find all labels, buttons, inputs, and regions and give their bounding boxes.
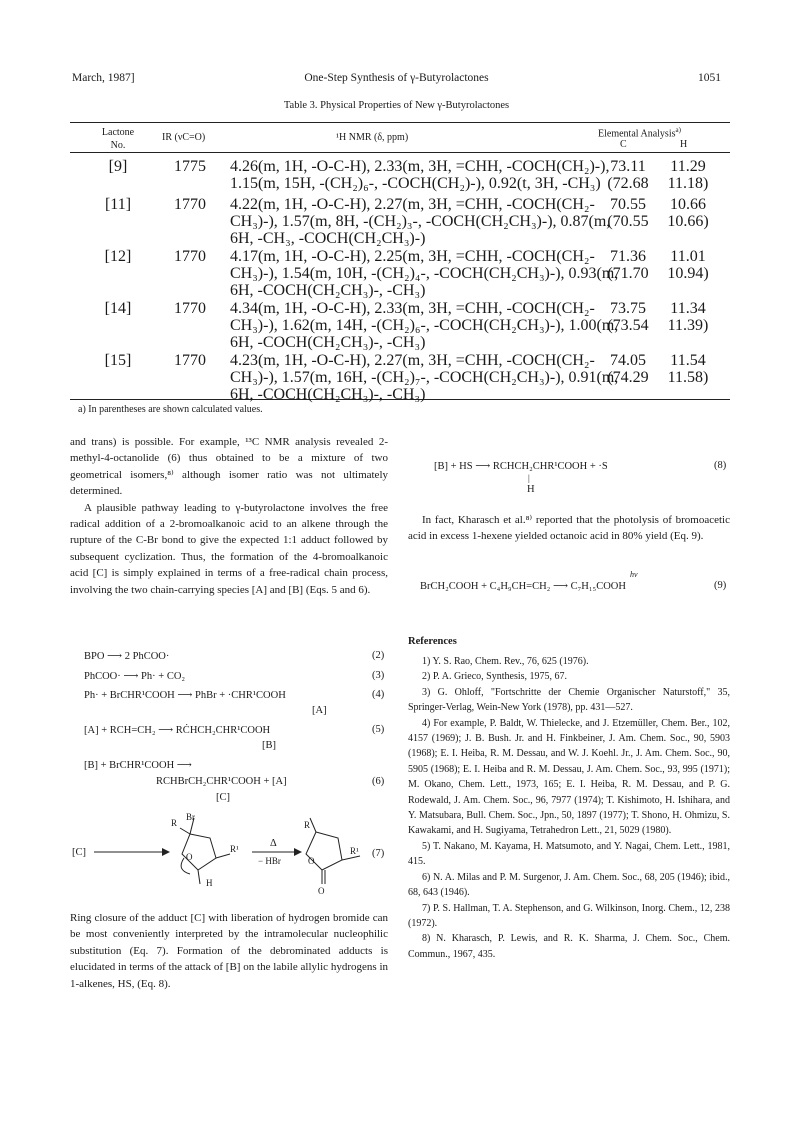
- found-h: 10.66: [670, 196, 706, 213]
- running-header-title: One-Step Synthesis of γ-Butyrolactones: [304, 72, 489, 84]
- reference-item: 6) N. A. Milas and P. M. Surgenor, J. Am. Chem. Soc., 68, 205 (1946); ibid., 68, 643 (1946).: [408, 871, 730, 899]
- page-number: 1051: [698, 72, 721, 84]
- nmr-line: 6H, -COCH(CH₂CH₃)-, -CH₃): [230, 386, 426, 403]
- table-header-c: C: [620, 139, 627, 150]
- equation-9-number: (9): [714, 580, 727, 591]
- nmr-line: 1.15(m, 15H, -(CH₂)₆-, -COCH(CH₂)-), 0.92(t, 3H, -CH₃): [230, 175, 601, 192]
- equation-5: [A] + RCH=CH₂ ⟶ RĊHCH₂CHR¹COOH: [84, 725, 271, 736]
- table-row: [70, 248, 730, 304]
- table-header-elemental-analysis: [598, 126, 681, 139]
- header-lactone-line1: Lactone: [101, 127, 135, 138]
- header-lactone-line2: No.: [110, 140, 126, 151]
- ir-value: 1770: [174, 352, 206, 369]
- reference-item: 1) Y. S. Rao, Chem. Rev., 76, 625 (1976).: [422, 656, 589, 667]
- found-c: 70.55: [610, 196, 646, 213]
- equation-6-number: (6): [372, 776, 385, 787]
- calc-h: 11.39): [667, 317, 709, 334]
- nmr-data: [230, 300, 619, 351]
- nmr-data: [230, 196, 611, 247]
- hbr-loss-label: − HBr: [258, 856, 281, 866]
- lactone-number: [11]: [104, 196, 132, 213]
- equation-8: [B] + HS ⟶ RCHCH₂CHR¹COOH + ·S: [434, 461, 608, 472]
- equation-2-number: (2): [372, 650, 385, 661]
- reference-item: 2) P. A. Grieco, Synthesis, 1975, 67.: [422, 671, 567, 683]
- ir-value: 1770: [174, 300, 206, 317]
- equation-4-number: (4): [372, 689, 385, 700]
- table-header-nmr: ¹H NMR (δ, ppm): [336, 132, 409, 143]
- nmr-line: CH₃)-), 1.57(m, 16H, -(CH₂)₇-, -COCH(CH₂CH₃)-), 0.91(m,: [230, 369, 619, 386]
- table-header-lactone: [86, 126, 150, 152]
- paragraph: Ring closure of the adduct [C] with liberation of hydrogen bromide can be most conveniently interpreted by the intramolecular nucleophilic substitution (Eq. 7). Formation of the debrominated adducts is elucidated in terms of the attack of [B] on the labile allylic hydrogens in 1-alkenes, HS, (Eq. 8).: [70, 912, 388, 990]
- bromo-acid-structure: [180, 818, 230, 884]
- product-r1-label: R¹: [350, 846, 359, 856]
- found-c: 71.36: [610, 248, 646, 265]
- nmr-line: 6H, -COCH(CH₂CH₃)-, -CH₃): [230, 282, 426, 299]
- equation-3-number: (3): [372, 670, 385, 681]
- equation-7-start: [C]: [72, 847, 86, 858]
- found-h: 11.29: [670, 158, 706, 175]
- bond-line: [310, 818, 316, 832]
- product-r-label: R: [304, 820, 311, 830]
- right-column-text: [408, 512, 730, 545]
- calc-c: (74.29: [607, 369, 649, 386]
- nmr-data: [230, 158, 610, 192]
- references-heading: References: [408, 636, 457, 647]
- equation-5-number: (5): [372, 724, 385, 735]
- found-h: 11.54: [670, 352, 706, 369]
- product-oxygen-label: O: [308, 856, 315, 866]
- carbonyl-oxygen-label: O: [318, 886, 325, 896]
- equation-6-line1: [B] + BrCHR¹COOH ⟶: [84, 760, 192, 771]
- heat-symbol: Δ: [270, 838, 277, 849]
- header-ea-label: Elemental Analysis: [598, 128, 676, 140]
- nmr-line: 6H, -CH₃, -COCH(CH₂CH₃)-): [230, 230, 426, 247]
- ring-oxygen-label: O: [186, 852, 193, 862]
- table-header-h: H: [680, 139, 688, 150]
- ir-value: 1770: [174, 196, 206, 213]
- equation-8-hydrogen: H: [527, 484, 535, 495]
- calc-h: 10.94): [667, 265, 709, 282]
- analysis-c: [598, 158, 658, 192]
- cyclization-arrow-head: [294, 848, 302, 856]
- analysis-h: [658, 248, 718, 282]
- analysis-h: [658, 300, 718, 334]
- nmr-line: CH₃)-), 1.54(m, 10H, -(CH₂)₄-, -COCH(CH₂CH₃)-), 0.93(m,: [230, 265, 619, 282]
- equation-3: PhCOO· ⟶ Ph· + CO₂: [84, 671, 186, 682]
- reaction-arrow-head: [162, 848, 170, 856]
- ir-value: 1775: [174, 158, 206, 175]
- equation-2: BPO ⟶ 2 PhCOO·: [84, 651, 170, 662]
- hydroxyl-h-label: H: [206, 878, 213, 888]
- equation-8-bond: |: [528, 473, 530, 483]
- found-c: 73.11: [610, 158, 646, 175]
- lactone-number: [9]: [108, 158, 128, 175]
- found-h: 11.34: [670, 300, 706, 317]
- calc-c: (70.55: [607, 213, 649, 230]
- nmr-line: 4.34(m, 1H, -O-C-H), 2.33(m, 3H, =CHH, -COCH(CH₂-: [230, 300, 595, 317]
- nmr-line: 4.22(m, 1H, -O-C-H), 2.27(m, 3H, =CHH, -COCH(CH₂-: [230, 196, 595, 213]
- bond-line: [198, 870, 200, 884]
- bromine-label: Br: [186, 812, 195, 822]
- r1-substituent-label: R¹: [230, 844, 239, 854]
- reference-item: 7) P. S. Hallman, T. A. Stephenson, and G. Wilkinson, Inorg. Chem., 12, 238 (1972).: [408, 902, 730, 929]
- equation-8-number: (8): [714, 460, 727, 471]
- found-c: 74.05: [610, 352, 646, 369]
- analysis-h: [658, 196, 718, 230]
- paragraph: and trans) is possible. For example, ¹³C NMR analysis revealed 2-methyl-4-octanolide (6) thus obtained to be a mixture of two geometrical isomers,⁸⁾ although isomer ratio was not ultimately determined.: [70, 436, 388, 498]
- calc-c: (71.70: [607, 265, 649, 282]
- analysis-c: [598, 300, 658, 334]
- running-header-date: March, 1987]: [72, 72, 135, 84]
- left-column-text-lower: [70, 910, 388, 992]
- nmr-line: CH₃)-), 1.57(m, 8H, -(CH₂)₃-, -COCH(CH₂CH₃)-), 0.87(m,: [230, 213, 611, 230]
- equation-6-line2: RCHBrCH₂CHR¹COOH + [A]: [156, 776, 287, 787]
- table-row: [70, 300, 730, 356]
- equation-9: BrCH₂COOH + C₄H₉CH=CH₂ ⟶ C₇H₁₅COOH: [420, 581, 626, 592]
- analysis-c: [598, 352, 658, 386]
- equation-4: Ph· + BrCHR¹COOH ⟶ PhBr + ·CHR¹COOH: [84, 690, 286, 701]
- table-caption: Table 3. Physical Properties of New γ-Butyrolactones: [283, 100, 510, 111]
- lactone-number: [14]: [104, 300, 132, 317]
- lactone-number: [15]: [104, 352, 132, 369]
- reference-item: 5) T. Nakano, M. Kayama, H. Matsumoto, and Y. Nagai, Chem. Lett., 1981, 415.: [408, 840, 730, 868]
- lactone-number: [12]: [104, 248, 132, 265]
- table-row: [70, 196, 730, 252]
- calc-h: 11.58): [667, 369, 709, 386]
- photolysis-label: hν: [630, 570, 638, 579]
- species-c-label: [C]: [216, 792, 230, 803]
- bond-line: [180, 828, 190, 834]
- calc-c: (72.68: [607, 175, 649, 192]
- nmr-line: 4.17(m, 1H, -O-C-H), 2.25(m, 3H, =CHH, -COCH(CH₂-: [230, 248, 595, 265]
- calc-h: 10.66): [667, 213, 709, 230]
- ir-value: 1770: [174, 248, 206, 265]
- table-footnote: a) In parentheses are shown calculated values.: [78, 404, 263, 415]
- paragraph: In fact, Kharasch et al.⁸⁾ reported that the photolysis of bromoacetic acid in excess 1-hexene yielded octanoic acid in 80% yield (Eq. 9).: [408, 514, 730, 543]
- equation-7-number: (7): [372, 848, 385, 859]
- calc-c: (73.54: [607, 317, 649, 334]
- nmr-data: [230, 352, 619, 403]
- paragraph: A plausible pathway leading to γ-butyrolactone involves the free radical addition of a 2-bromoalkanoic acid to an alkene through the rupture of the C-Br bond to give the expected 1:1 adduct followed by subsequent cyclization. Thus, the formation of the 4-bromoalkanoic acid [C] is simply explained in terms of a free-radical chain process, involving the two chain-carrying species [A] and [B] (Eqs. 5 and 6).: [70, 501, 388, 596]
- nmr-line: 4.26(m, 1H, -O-C-H), 2.33(m, 3H, =CHH, -COCH(CH₂)-),: [230, 158, 610, 175]
- analysis-h: [658, 158, 718, 192]
- r-substituent-label: R: [171, 818, 178, 828]
- found-c: 73.75: [610, 300, 646, 317]
- nmr-data: [230, 248, 619, 299]
- left-column-text: [70, 434, 388, 598]
- reference-item: 8) N. Kharasch, P. Lewis, and R. K. Sharma, J. Chem. Soc., Chem. Commun., 1967, 435.: [408, 933, 730, 960]
- analysis-c: [598, 248, 658, 282]
- reference-item: 3) G. Ohloff, "Fortschritte der Chemie Organischer Naturstoff," 35, Springer-Verlag, Wein-New York (1978), pp. 431—527.: [408, 686, 730, 714]
- table-row: [70, 352, 730, 408]
- table-top-rule: [70, 122, 730, 123]
- references-list: [408, 654, 730, 962]
- species-a-label: [A]: [312, 705, 327, 716]
- header-ea-sup: a): [675, 126, 681, 134]
- found-h: 11.01: [670, 248, 706, 265]
- table-header-ir: IR (νC=O): [162, 132, 206, 143]
- bond-line: [342, 856, 360, 860]
- calc-h: 11.18): [667, 175, 709, 192]
- reference-item: 4) For example, P. Baldt, W. Thielecke, and J. Etzemüller, Chem. Ber., 102, 4157 (1969); J. B. Bush. Jr. and H. Finkbeiner, J. Am. Chem. Soc., 90, 5903 (1968); E. I. Heiba, R. M. Dessau, and W. J. Koehl. Jr., J. Am. Chem. Soc., 90, 5905 (1968); E. I. Heiba and R. M. Dessau, J. Am. Chem. Soc., 93, 995 (1971); M. Okano, Chem. Lett., 1973, 165; E. I. Heiba, R. M. Dessau, and P. G. Rodewald, J. Am. Chem. Soc., 96, 7977 (1974); T. Kishimoto, H. Ishihara, and Y. Matsubara, Bull. Chem. Soc., Jpn., 50, 1897 (1977); T. Shono, H. Ohmizu, S. Kawakami, and H. Sugiyama, Tetrahedron Lett., 21, 5029 (1980).: [408, 717, 730, 837]
- analysis-c: [598, 196, 658, 230]
- nmr-line: 6H, -COCH(CH₂CH₃)-, -CH₃): [230, 334, 426, 351]
- nmr-line: 4.23(m, 1H, -O-C-H), 2.27(m, 3H, =CHH, -COCH(CH₂-: [230, 352, 595, 369]
- table-header-rule: [70, 152, 730, 153]
- nmr-line: CH₃)-), 1.62(m, 14H, -(CH₂)₆-, -COCH(CH₂CH₃)-), 1.00(m,: [230, 317, 619, 334]
- species-b-label: [B]: [262, 740, 276, 751]
- analysis-h: [658, 352, 718, 386]
- bond-line: [216, 854, 230, 858]
